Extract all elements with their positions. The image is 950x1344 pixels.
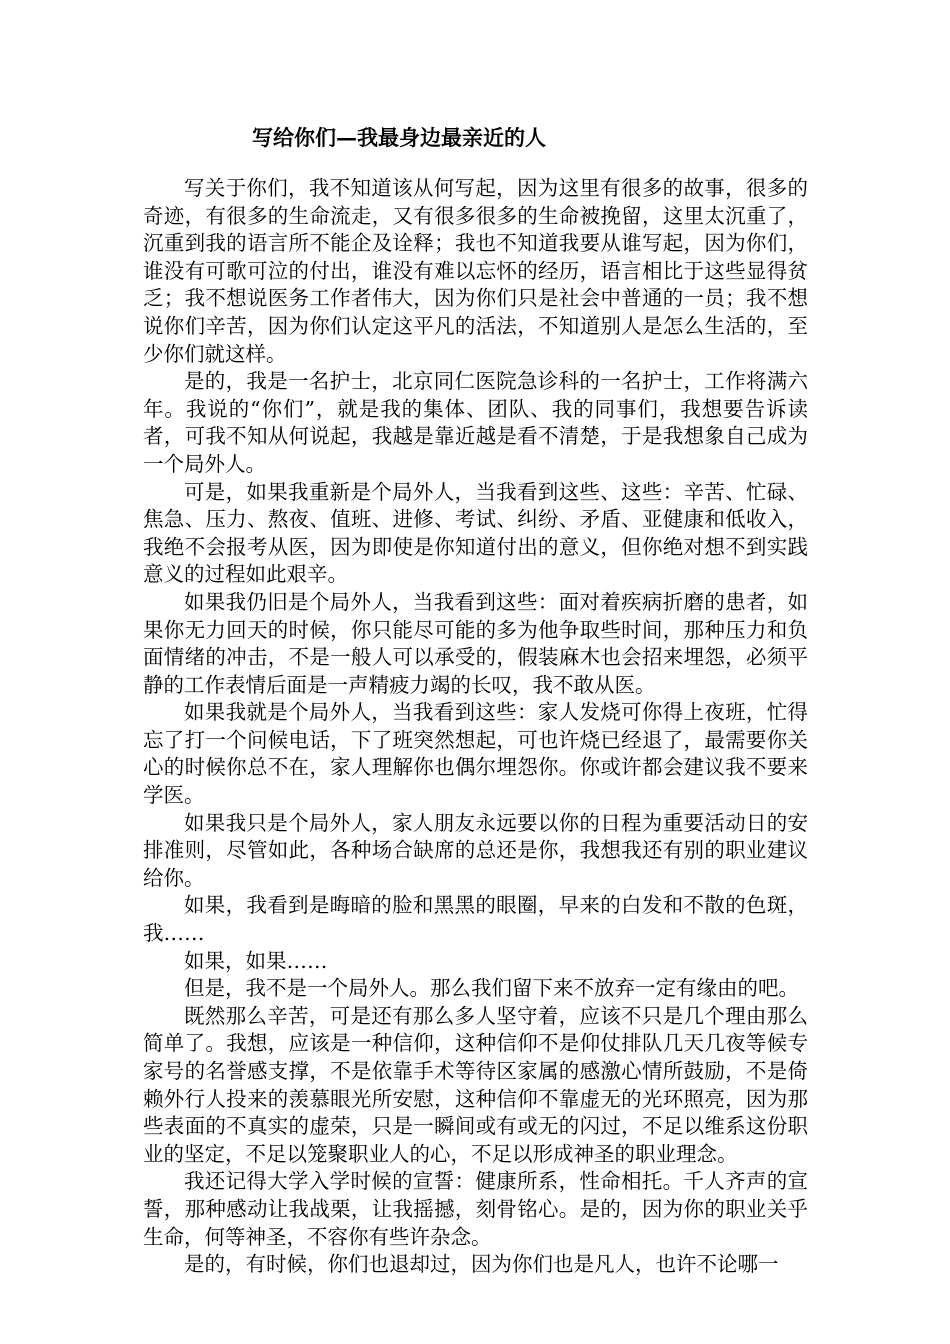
document-body (143, 175, 808, 1279)
document-title: 写给你们—我最身边最亲近的人 (252, 125, 546, 150)
paragraph: 我还记得大学入学时候的宣誓：健康所系，性命相托。千人齐声的宣誓，那种感动让我战栗，让我摇撼，刻骨铭心。是的，因为你的职业关乎生命，何等神圣，不容你有些许杂念。 (143, 1169, 808, 1249)
paragraph: 但是，我不是一个局外人。那么我们留下来不放弃一定有缘由的吧。 (184, 976, 799, 1001)
paragraph: 写关于你们，我不知道该从何写起，因为这里有很多的故事，很多的奇迹，有很多的生命流走，又有很多很多的生命被挽留，这里太沉重了，沉重到我的语言所不能企及诠释；我也不知道我要从谁写起，因为你们，谁没有可歌可泣的付出，谁没有难以忘怀的经历，语言相比于这些显得贫乏；我不想说医务工作者伟大，因为你们只是社会中普通的一员；我不想说你们辛苦，因为你们认定这平凡的活法，不知道别人是怎么生活的，至少你们就这样。 (143, 176, 808, 366)
paragraph: 是的，我是一名护士，北京同仁医院急诊科的一名护士，工作将满六年。我说的“你们”，就是我的集体、团队、我的同事们，我想要告诉读者，可我不知从何说起，我越是靠近越是看不清楚，于是我想象自己成为一个局外人。 (143, 369, 808, 476)
paragraph: 可是，如果我重新是个局外人，当我看到这些、这些：辛苦、忙碌、焦急、压力、熬夜、值班、进修、考试、纠纷、矛盾、亚健康和低收入，我绝不会报考从医，因为即使是你知道付出的意义，但你绝对想不到实践意义的过程如此艰辛。 (143, 479, 808, 587)
paragraph: 如果，我看到是晦暗的脸和黑黑的眼圈，早来的白发和不散的色斑，我…… (143, 893, 808, 946)
paragraph: 如果我就是个局外人，当我看到这些：家人发烧可你得上夜班，忙得忘了打一个问候电话，下了班突然想起，可也许烧已经退了，最需要你关心的时候你总不在，家人理解你也偶尔埋怨你。你或许都会建议我不要来学医。 (143, 700, 808, 808)
paragraph: 是的，有时候，你们也退却过，因为你们也是凡人，也许不论哪一 (184, 1252, 779, 1277)
paragraph: 如果，如果…… (184, 948, 328, 973)
paragraph: 既然那么辛苦，可是还有那么多人坚守着，应该不只是几个理由那么简单了。我想，应该是一种信仰，这种信仰不是仰仗排队几天几夜等候专家号的名誉感支撑，不是依靠手术等待区家属的感激心情所鼓励，不是倚赖外行人投来的羡慕眼光所安慰，这种信仰不靠虚无的光环照亮，因为那些表面的不真实的虚荣，只是一瞬间或有或无的闪过，不足以维系这份职业的坚定，不足以笼聚职业人的心，不足以形成神圣的职业理念。 (143, 1003, 808, 1166)
paragraph: 如果我只是个局外人，家人朋友永远要以你的日程为重要活动日的安排准则，尽管如此，各种场合缺席的总还是你，我想我还有别的职业建议给你。 (143, 810, 808, 890)
paragraph: 如果我仍旧是个局外人，当我看到这些：面对着疾病折磨的患者，如果你无力回天的时候，你只能尽可能的多为他争取些时间，那种压力和负面情绪的冲击，不是一般人可以承受的，假装麻木也会招来埋怨，必须平静的工作表情后面是一声精疲力竭的长叹，我不敢从医。 (143, 589, 808, 697)
